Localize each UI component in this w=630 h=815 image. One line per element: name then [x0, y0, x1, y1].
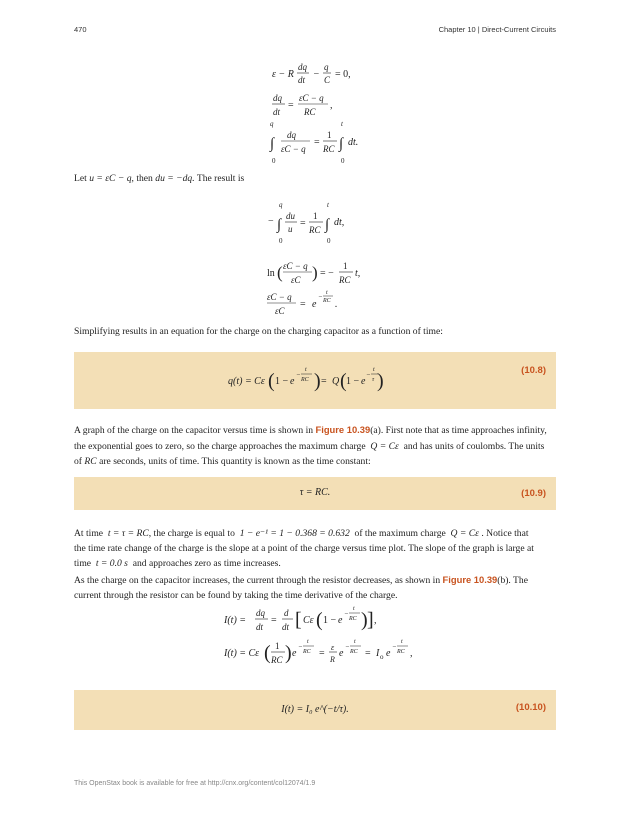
equation-log: [267, 261, 360, 285]
svg-text:= −: = −: [320, 268, 334, 279]
svg-text:e: e: [361, 376, 366, 387]
u-definition: u = εC − q: [89, 173, 132, 184]
paragraph-current: [74, 573, 559, 603]
svg-text:q(t) = Cε: q(t) = Cε: [228, 376, 265, 387]
svg-text:): ): [377, 370, 384, 392]
svg-text:1: 1: [313, 211, 318, 221]
derivation-equations-1: [240, 58, 400, 168]
svg-text:(: (: [268, 370, 275, 392]
svg-text:q: q: [324, 62, 329, 72]
svg-text:RC: RC: [323, 298, 331, 304]
svg-text:e: e: [290, 376, 295, 387]
svg-text:ε: ε: [331, 643, 335, 652]
svg-text:[: [: [295, 609, 302, 631]
svg-text:e: e: [386, 648, 391, 659]
svg-text:t: t: [354, 639, 356, 645]
svg-text:q: q: [279, 201, 283, 209]
svg-text:RC: RC: [309, 225, 321, 235]
svg-text:RC: RC: [397, 649, 405, 655]
equation-current-solved: [223, 639, 413, 665]
chapter-title: Chapter 10 | Direct-Current Circuits: [438, 25, 556, 34]
equation-dqdt: [272, 93, 333, 117]
equation-exp: [267, 290, 338, 316]
svg-text:εC: εC: [275, 306, 285, 316]
svg-text:t: t: [305, 367, 307, 373]
equation-integral-1: [269, 120, 358, 165]
paragraph-simplify: Simplifying results in an equation for the charge on the charging capacitor as a function of time:: [74, 326, 443, 337]
svg-text:dq: dq: [256, 608, 265, 618]
svg-text:o: o: [380, 653, 384, 661]
equation-current-derivative: [223, 606, 377, 632]
svg-text:1: 1: [275, 641, 280, 651]
svg-text:]: ]: [367, 609, 374, 631]
equation-charge: [224, 361, 384, 401]
svg-text:=: =: [300, 299, 306, 310]
svg-text:RC: RC: [303, 649, 311, 655]
svg-text:t: t: [401, 639, 403, 645]
svg-text:∫: ∫: [325, 217, 330, 233]
substitution-line: [74, 171, 244, 187]
svg-text:RC: RC: [271, 655, 283, 665]
svg-text:εC − q: εC − q: [299, 93, 324, 103]
svg-text:e: e: [312, 299, 317, 310]
time-text-6: time: [74, 558, 92, 569]
svg-text:1 −: 1 −: [346, 376, 360, 387]
svg-text:): ): [285, 642, 292, 664]
time-text-5: the time rate change of the charge is the slope at a point of the charge versus time plot. The slope of the graph is large at: [74, 543, 534, 554]
equation-current: I(t) = I₀ e^(−t/τ).: [281, 704, 349, 715]
svg-text:0: 0: [327, 237, 331, 245]
svg-text:t: t: [341, 120, 343, 128]
svg-text:RC: RC: [350, 649, 358, 655]
svg-text:dt.: dt.: [348, 137, 359, 148]
svg-text:=: =: [321, 376, 327, 387]
paragraph-graph: [74, 422, 559, 470]
svg-text:−: −: [392, 643, 397, 651]
svg-text:=: =: [288, 100, 294, 111]
graph-max-charge: Q = Cε: [370, 440, 399, 452]
svg-text:=: =: [319, 648, 325, 659]
graph-text-1: A graph of the charge on the capacitor versus time is shown in: [74, 425, 314, 436]
svg-text:(: (: [277, 263, 283, 282]
svg-text:εC − q: εC − q: [281, 144, 306, 154]
svg-text:RC: RC: [323, 144, 335, 154]
time-text-4: . Notice that: [481, 528, 529, 539]
svg-text:∫: ∫: [270, 136, 275, 152]
du-definition: du = −dq.: [155, 173, 195, 184]
svg-text:): ): [361, 609, 368, 631]
svg-text:1: 1: [343, 261, 348, 271]
svg-text:t,: t,: [355, 268, 361, 279]
svg-text:0: 0: [279, 237, 283, 245]
svg-text:εC − q: εC − q: [267, 292, 292, 302]
time-text-3: of the maximum charge: [354, 528, 446, 539]
svg-text:t: t: [353, 606, 355, 612]
graph-text-4: and has units of coulombs. The units: [403, 440, 545, 452]
time-expr-2: 1 − e⁻¹ = 1 − 0.368 = 0.632: [239, 528, 350, 539]
paragraph-time-constant: [74, 526, 559, 571]
equation-time-constant: τ = RC.: [299, 487, 331, 498]
result-text: The result is: [196, 173, 245, 184]
svg-text:C: C: [324, 75, 331, 85]
svg-text:=: =: [314, 137, 320, 148]
time-expr-4: t = 0.0 s: [95, 558, 128, 569]
svg-text:dt: dt: [282, 622, 290, 632]
derivation-equations-3: [220, 602, 420, 672]
svg-text:0: 0: [341, 157, 345, 165]
svg-text:= 0,: = 0,: [335, 69, 351, 80]
time-expr-3: Q = Cε: [450, 528, 479, 539]
svg-text:0: 0: [272, 157, 276, 165]
svg-text:(: (: [264, 642, 271, 664]
page-number: 470: [74, 25, 87, 34]
svg-text:d: d: [284, 608, 289, 618]
figure-link-10-39a[interactable]: Figure 10.39: [315, 424, 371, 435]
svg-text:1 −: 1 −: [275, 376, 289, 387]
graph-text-3: the exponential goes to zero, so the charge approaches the maximum charge: [74, 440, 366, 452]
svg-text:RC: RC: [349, 616, 357, 622]
equation-number-10-10: (10.10): [515, 702, 546, 713]
svg-text:,: ,: [410, 648, 413, 659]
svg-text:dq: dq: [273, 93, 282, 103]
svg-text:R: R: [330, 655, 335, 664]
let-text: Let: [74, 173, 87, 184]
svg-text:−: −: [313, 69, 320, 80]
svg-text:−: −: [268, 216, 274, 227]
svg-text:e: e: [338, 615, 343, 626]
graph-rc: RC: [84, 456, 97, 468]
equation-box-10-8: [74, 352, 556, 409]
svg-text:): ): [314, 370, 321, 392]
svg-text:t: t: [326, 290, 328, 296]
time-text-1: At time: [74, 528, 104, 539]
svg-text:t: t: [307, 639, 309, 645]
time-text-7: and approaches zero as time increases.: [132, 558, 281, 569]
svg-text:,: ,: [374, 615, 377, 626]
svg-text:−: −: [298, 643, 303, 651]
svg-text:e: e: [339, 648, 344, 659]
svg-text:ε − R: ε − R: [272, 69, 294, 80]
svg-text:(: (: [340, 370, 347, 392]
svg-text:dq: dq: [298, 62, 307, 72]
svg-text:e: e: [292, 648, 297, 659]
svg-text:u: u: [288, 224, 293, 234]
equation-number-10-8: (10.8): [521, 365, 546, 376]
svg-text:−: −: [366, 371, 371, 379]
svg-text:ln: ln: [267, 268, 275, 279]
svg-text:RC: RC: [301, 377, 309, 383]
svg-text:=: =: [271, 615, 277, 626]
svg-text:q: q: [270, 120, 274, 128]
svg-text:τ: τ: [372, 377, 375, 383]
graph-text-2: (a). First note that as time approaches infinity,: [370, 425, 547, 436]
then-text: , then: [131, 173, 153, 184]
svg-text:du: du: [286, 211, 295, 221]
equation-integral-2: [268, 201, 344, 245]
svg-text:RC: RC: [339, 275, 351, 285]
svg-text:): ): [312, 263, 318, 282]
graph-text-5: of: [74, 456, 82, 468]
svg-text:=: =: [300, 218, 306, 229]
svg-text:=: =: [365, 648, 371, 659]
svg-text:dt,: dt,: [334, 217, 345, 228]
svg-text:−: −: [344, 610, 349, 618]
svg-text:RC: RC: [304, 107, 316, 117]
graph-text-6: are seconds, units of time. This quantity is known as the time constant:: [99, 456, 371, 468]
svg-text:−: −: [318, 293, 323, 301]
svg-text:∫: ∫: [277, 217, 282, 233]
current-text-3: current through the resistor can be found by taking the time derivative of the charge.: [74, 589, 398, 601]
svg-text:I(t) = Cε: I(t) = Cε: [224, 648, 260, 659]
svg-text:1 −: 1 −: [323, 615, 337, 626]
figure-link-10-39b[interactable]: Figure 10.39: [442, 574, 498, 585]
svg-text:∫: ∫: [339, 136, 344, 152]
equation-number-10-9: (10.9): [521, 488, 546, 499]
derivation-equations-2: [255, 196, 395, 321]
equation-kirchhoff: [272, 62, 351, 85]
svg-text:εC − q: εC − q: [283, 261, 308, 271]
svg-text:I(t) =: I(t) =: [224, 615, 247, 626]
svg-text:.: .: [335, 299, 338, 310]
svg-text:I: I: [376, 648, 380, 659]
equation-box-10-9: [74, 477, 556, 510]
current-text-2: (b). The: [497, 575, 528, 586]
equation-box-10-10: [74, 690, 556, 730]
svg-text:−: −: [345, 643, 350, 651]
svg-text:dt: dt: [273, 107, 281, 117]
svg-text:t: t: [373, 367, 375, 373]
svg-text:dt: dt: [256, 622, 264, 632]
svg-text:(: (: [316, 609, 323, 631]
footer-text: This OpenStax book is available for free at http://cnx.org/content/col12074/1.9: [74, 780, 316, 787]
svg-text:Cε: Cε: [303, 615, 314, 626]
time-text-2: , the charge is equal to: [148, 528, 235, 539]
svg-text:dt: dt: [298, 75, 306, 85]
time-expr-1: t = τ = RC: [107, 528, 149, 539]
svg-text:εC: εC: [291, 275, 301, 285]
svg-text:Q: Q: [332, 376, 340, 387]
current-text-1: As the charge on the capacitor increases, the current through the resistor decreases, as shown in: [74, 575, 441, 586]
svg-text:−: −: [296, 371, 301, 379]
svg-text:,: ,: [330, 100, 333, 111]
svg-text:t: t: [327, 201, 329, 209]
svg-text:dq: dq: [287, 130, 296, 140]
svg-text:1: 1: [327, 130, 332, 140]
